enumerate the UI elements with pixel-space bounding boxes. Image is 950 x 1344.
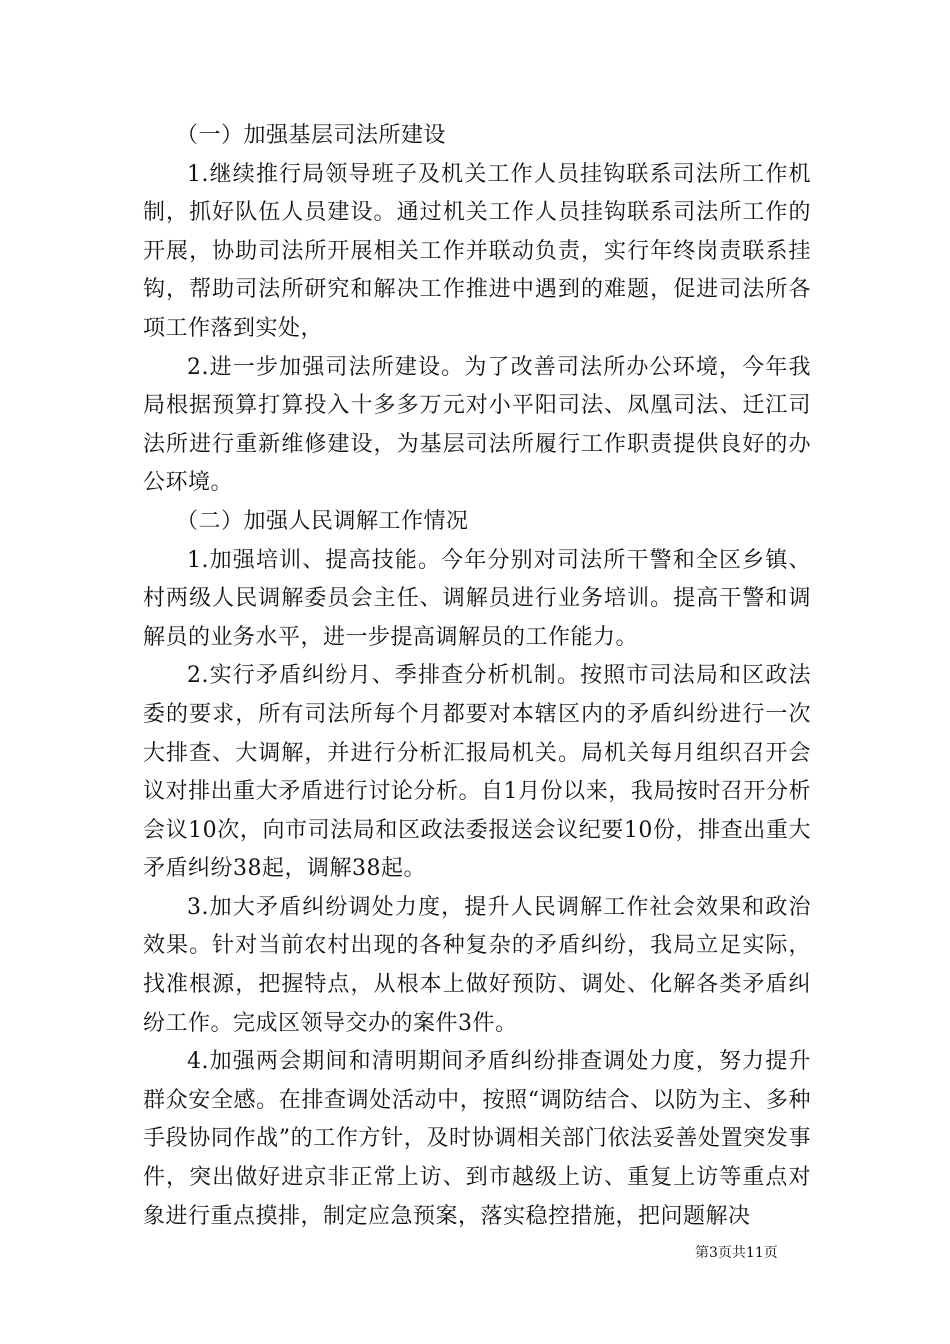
paragraph-2-1: 1.加强培训、提高技能。今年分别对司法所干警和全区乡镇、村两级人民调解委员会主任、调解员进行业务培训。提高干警和调解员的业务水平，进一步提高调解员的工作能力。 <box>143 547 811 650</box>
section-heading-1: （一）加强基层司法所建设 <box>176 123 447 148</box>
paragraph-1-2: 2.进一步加强司法所建设。为了改善司法所办公环境，今年我局根据预算打算投入十多多万元对小平阳司法、凤凰司法、迁江司法所进行重新维修建设，为基层司法所履行工作职责提供良好的办公环境。 <box>143 354 811 496</box>
paragraph-2-3: 3.加大矛盾纠纷调处力度，提升人民调解工作社会效果和政治效果。针对当前农村出现的各种复杂的矛盾纠纷，我局立足实际，找准根源，把握特点，从根本上做好预防、调处、化解各类矛盾纠纷工作。完成区领导交办的案件3件。 <box>143 894 811 1036</box>
document-body <box>143 117 811 1236</box>
paragraph-2-4: 4.加强两会期间和清明期间矛盾纠纷排查调处力度，努力提升群众安全感。在排查调处活动中，按照“调防结合、以防为主、多种手段协同作战”的工作方针，及时协调相关部门依法妥善处置突发事件，突出做好进京非正常上访、到市越级上访、重复上访等重点对象进行重点摸排，制定应急预案，落实稳控措施，把问题解决 <box>143 1049 811 1229</box>
paragraph-1-1: 1.继续推行局领导班子及机关工作人员挂钩联系司法所工作机制，抓好队伍人员建设。通过机关工作人员挂钩联系司法所工作的开展，协助司法所开展相关工作并联动负责，实行年终岗责联系挂钩，帮助司法所研究和解决工作推进中遇到的难题，促进司法所各项工作落到实处， <box>143 161 811 341</box>
page-number: 第3页共11页 <box>695 1245 778 1261</box>
section-heading-2: （二）加强人民调解工作情况 <box>176 508 469 534</box>
paragraph-2-2: 2.实行矛盾纠纷月、季排查分析机制。按照市司法局和区政法委的要求，所有司法所每个月都要对本辖区内的矛盾纠纷进行一次大排查、大调解，并进行分析汇报局机关。局机关每月组织召开会议对排出重大矛盾进行讨论分析。自1月份以来，我局按时召开分析会议10次，向市司法局和区政法委报送会议纪要10份，排查出重大矛盾纠纷38起，调解38起。 <box>143 663 811 882</box>
